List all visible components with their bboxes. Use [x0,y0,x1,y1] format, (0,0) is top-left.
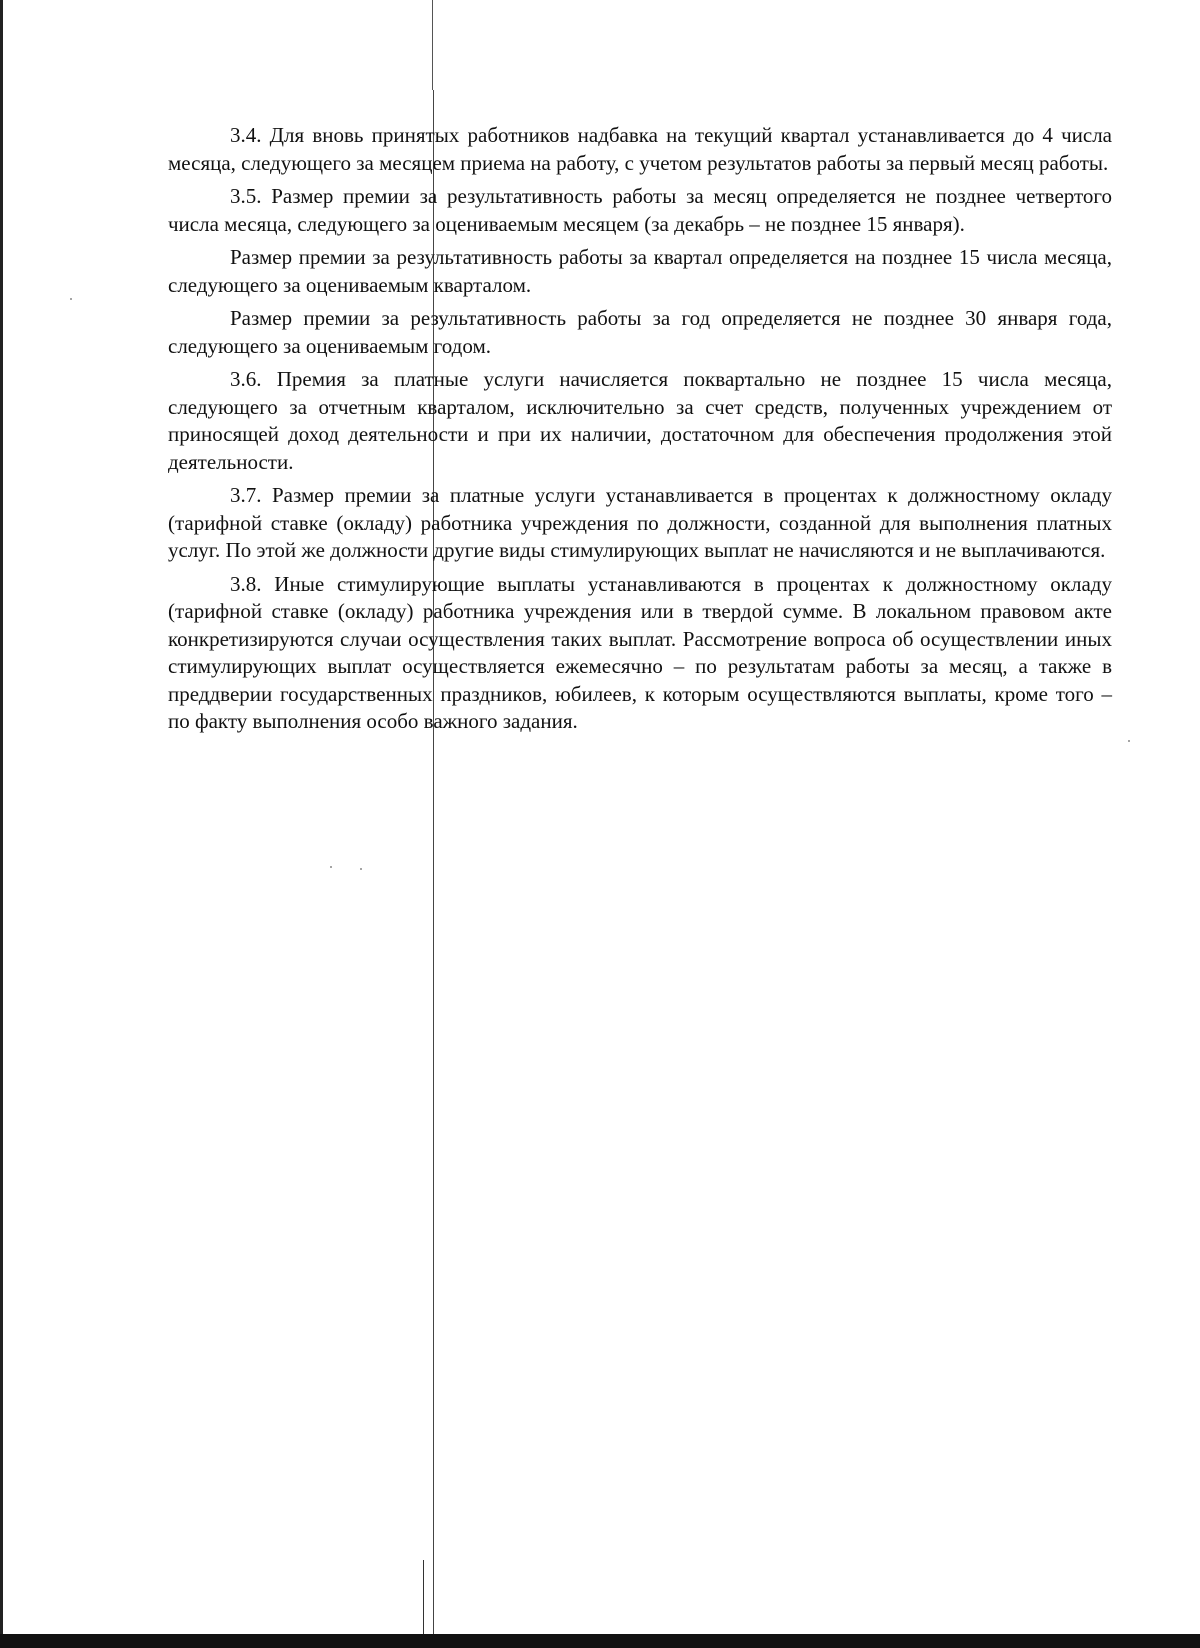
paragraph-3-6: 3.6. Премия за платные услуги начисляется поквартально не позднее 15 числа месяца, следующего за отчетным кварталом, исключительно за счет средств, полученных учреждением от приносящей доход деятельности и при их наличии, достаточном для обеспечения продолжения этой деятельности. [168,367,1112,474]
scan-artifact-line [432,0,433,90]
document-body [168,122,1112,738]
paragraph-3-4: 3.4. Для вновь принятых работников надбавка на текущий квартал устанавливается до 4 числа месяца, следующего за месяцем приема на работу, с учетом результатов работы за первый месяц работы. [168,123,1112,175]
scan-bottom-edge [0,1634,1200,1648]
scan-speck [360,868,362,870]
paragraph-quarter-bonus: Размер премии за результативность работы за квартал определяется на позднее 15 числа месяца, следующего за оцениваемым кварталом. [168,245,1112,297]
scan-speck [70,298,72,300]
paragraph-year-bonus: Размер премии за результативность работы за год определяется не позднее 30 января года, следующего за оцениваемым годом. [168,306,1112,358]
scan-left-edge [0,0,3,1648]
paragraph-3-8: 3.8. Иные стимулирующие выплаты устанавливаются в процентах к должностному окладу (тарифной ставке (окладу) работника учреждения или в твердой сумме. В локальном правовом акте конкретизируются случаи осуществления таких выплат. Рассмотрение вопроса об осуществлении иных стимулирующих выплат осуществляется ежемесячно – по результатам работы за месяц, а также в преддверии государственных праздников, юбилеев, к которым осуществляются выплаты, кроме того – по факту выполнения особо важного задания. [168,571,1112,733]
paragraph-3-5: 3.5. Размер премии за результативность работы за месяц определяется не позднее четвертого числа месяца, следующего за оцениваемым месяцем (за декабрь – не позднее 15 января). [168,184,1112,236]
scan-speck [1128,740,1130,742]
scan-speck [330,866,332,868]
paragraph-3-7: 3.7. Размер премии за платные услуги устанавливается в процентах к должностному окладу (тарифной ставке (окладу) работника учреждения по должности, созданной для выполнения платных услуг. По этой же должности другие виды стимулирующих выплат не начисляются и не выплачиваются. [168,483,1112,562]
